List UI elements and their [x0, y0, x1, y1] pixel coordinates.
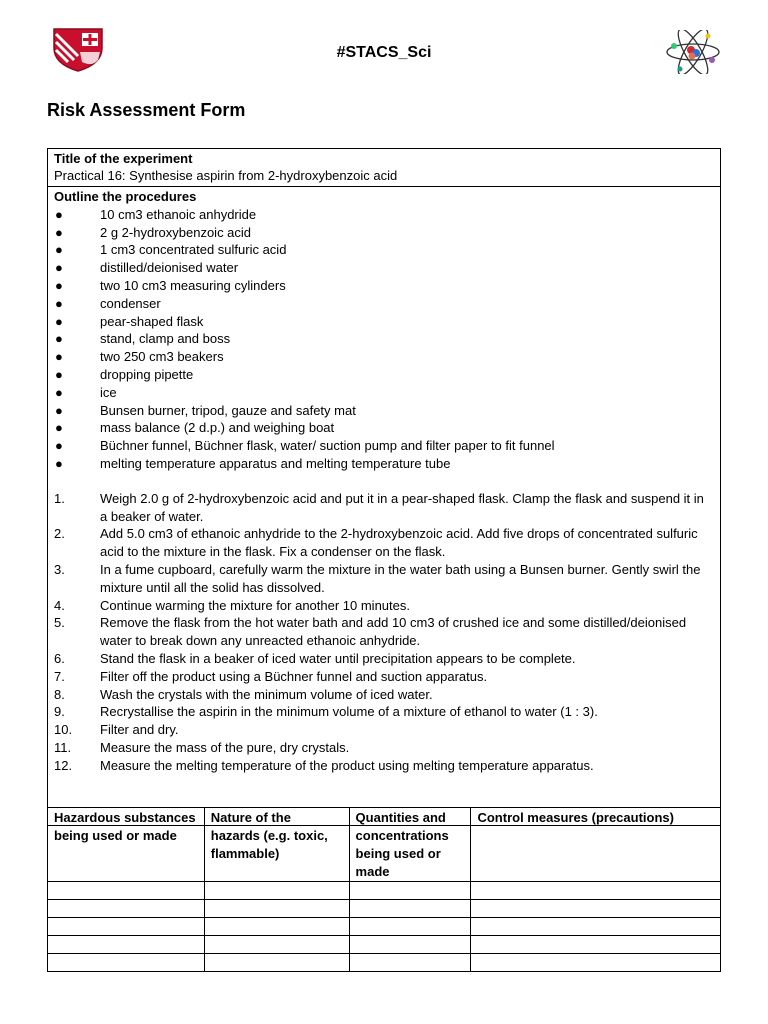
step-text: Filter off the product using a Büchner funnel and suction apparatus. — [100, 668, 488, 684]
equipment-item — [54, 402, 714, 420]
header-title: #STACS_Sci — [336, 44, 432, 61]
equipment-list — [54, 206, 714, 473]
hazard-table-cell[interactable] — [204, 918, 349, 936]
step-text: Measure the mass of the pure, dry crystals. — [100, 739, 350, 755]
step-text: In a fume cupboard, carefully warm the mixture in the water bath using a Bunsen burner. Gently swirl the mixture until all the solid has dissolved. — [100, 561, 701, 595]
equipment-item — [54, 277, 714, 295]
bullet-icon: ● — [55, 224, 63, 240]
procedure-step — [54, 739, 714, 757]
hazard-table-cell[interactable] — [471, 882, 721, 900]
experiment-title-section — [48, 149, 720, 187]
hazard-table — [47, 807, 721, 972]
hazard-table-cell[interactable] — [471, 954, 721, 972]
equipment-item — [54, 224, 714, 242]
hazard-table-cell[interactable] — [48, 918, 205, 936]
hazard-table-cell[interactable] — [349, 900, 471, 918]
procedure-step — [54, 561, 714, 597]
bullet-icon: ● — [55, 438, 63, 454]
step-text: Measure the melting temperature of the product using melting temperature apparatus. — [100, 757, 594, 773]
step-number: 7. — [54, 668, 65, 684]
step-number: 3. — [54, 561, 65, 577]
hazard-table-cell[interactable] — [204, 900, 349, 918]
procedure-step — [54, 668, 714, 686]
procedure-step — [54, 650, 714, 668]
step-number: 1. — [54, 490, 65, 506]
bullet-icon: ● — [55, 384, 63, 400]
procedures-section — [48, 187, 720, 825]
hazard-table-cell[interactable] — [48, 954, 205, 972]
step-number: 11. — [54, 739, 72, 755]
step-number: 12. — [54, 757, 73, 773]
equipment-item — [54, 437, 714, 455]
step-text: Recrystallise the aspirin in the minimum volume of a mixture of ethanol to water (1 : 3). — [100, 704, 598, 720]
hazard-table-cell[interactable] — [204, 954, 349, 972]
procedure-step — [54, 703, 714, 721]
hazard-table-cell[interactable] — [471, 900, 721, 918]
hazard-table-header-row — [48, 808, 721, 882]
procedures-label: Outline the procedures — [54, 189, 197, 204]
step-number: 4. — [54, 597, 65, 613]
equipment-item-text: condenser — [100, 295, 161, 311]
experiment-title-value: Practical 16: Synthesise aspirin from 2-hydroxybenzoic acid — [54, 168, 398, 183]
hazard-table-cell[interactable] — [471, 918, 721, 936]
bullet-icon: ● — [55, 206, 63, 222]
steps-list — [54, 490, 714, 775]
header-quantities: Quantities and concentrations being used or made — [349, 808, 471, 882]
equipment-item — [54, 348, 714, 366]
hazard-table-cell[interactable] — [471, 936, 721, 954]
hazard-table-cell[interactable] — [48, 882, 205, 900]
equipment-item — [54, 330, 714, 348]
hazard-table-row — [48, 900, 721, 918]
equipment-item-text: melting temperature apparatus and melting temperature tube — [100, 455, 451, 471]
equipment-item — [54, 313, 714, 331]
equipment-item — [54, 259, 714, 277]
bullet-icon: ● — [55, 277, 63, 293]
equipment-item-text: ice — [100, 384, 117, 400]
equipment-item — [54, 455, 714, 473]
equipment-item-text: Bunsen burner, tripod, gauze and safety mat — [100, 402, 356, 418]
bullet-icon: ● — [55, 349, 63, 365]
procedure-step — [54, 525, 714, 561]
experiment-box — [47, 148, 721, 826]
step-text: Wash the crystals with the minimum volume of iced water. — [100, 686, 433, 702]
equipment-item-text: 1 cm3 concentrated sulfuric acid — [100, 242, 287, 258]
hazard-table-cell[interactable] — [48, 900, 205, 918]
bullet-icon: ● — [55, 260, 63, 276]
hazard-table-cell[interactable] — [48, 936, 205, 954]
procedure-step — [54, 757, 714, 775]
hazard-table-cell[interactable] — [204, 936, 349, 954]
bullet-icon: ● — [55, 242, 63, 258]
equipment-item — [54, 384, 714, 402]
header-hazardous-substances: Hazardous substances being used or made — [48, 808, 205, 882]
bullet-icon: ● — [55, 366, 63, 382]
equipment-item — [54, 366, 714, 384]
equipment-item-text: distilled/deionised water — [100, 260, 239, 276]
procedure-step — [54, 614, 714, 650]
equipment-item-text: two 250 cm3 beakers — [100, 349, 224, 365]
equipment-item — [54, 241, 714, 259]
procedure-step — [54, 721, 714, 739]
bullet-icon: ● — [55, 331, 63, 347]
step-text: Remove the flask from the hot water bath and add 10 cm3 of crushed ice and some distilled/deionised water to break down any unreacted ethanoic anhydride. — [100, 615, 687, 649]
step-text: Weigh 2.0 g of 2-hydroxybenzoic acid and put it in a pear-shaped flask. Clamp the flask and suspend it in a beaker of water. — [100, 490, 704, 524]
hazard-table-cell[interactable] — [349, 882, 471, 900]
equipment-item-text: stand, clamp and boss — [100, 331, 231, 347]
bullet-icon: ● — [55, 420, 63, 436]
procedure-step — [54, 490, 714, 526]
hazard-table-cell[interactable] — [349, 918, 471, 936]
hazard-table-row — [48, 918, 721, 936]
bullet-icon: ● — [55, 295, 63, 311]
procedure-step — [54, 686, 714, 704]
step-text: Stand the flask in a beaker of iced water until precipitation appears to be complete. — [100, 650, 576, 666]
experiment-title-label: Title of the experiment — [54, 151, 193, 166]
hazard-table-cell[interactable] — [204, 882, 349, 900]
equipment-item-text: mass balance (2 d.p.) and weighing boat — [100, 420, 335, 436]
step-number: 9. — [54, 704, 65, 720]
equipment-item-text: pear-shaped flask — [100, 313, 204, 329]
step-number: 6. — [54, 650, 65, 666]
step-number: 8. — [54, 686, 65, 702]
equipment-item-text: Büchner funnel, Büchner flask, water/ suction pump and filter paper to fit funnel — [100, 438, 555, 454]
step-text: Add 5.0 cm3 of ethanoic anhydride to the 2-hydroxybenzoic acid. Add five drops of concentrated sulfuric acid to the mixture in the flask. Fix a condenser on the flask. — [100, 526, 698, 560]
equipment-item-text: two 10 cm3 measuring cylinders — [100, 277, 286, 293]
hazard-table-cell[interactable] — [349, 954, 471, 972]
hazard-table-row — [48, 936, 721, 954]
bullet-icon: ● — [55, 313, 63, 329]
equipment-item — [54, 419, 714, 437]
form-title: Risk Assessment Form — [47, 100, 246, 120]
bullet-icon: ● — [55, 455, 63, 471]
hazard-table-row — [48, 954, 721, 972]
step-text: Continue warming the mixture for another 10 minutes. — [100, 597, 410, 613]
step-number: 2. — [54, 526, 65, 542]
atom-icon — [664, 30, 722, 74]
bullet-icon: ● — [55, 402, 63, 418]
hazard-table-row — [48, 882, 721, 900]
equipment-item — [54, 295, 714, 313]
header-nature-of-hazards: Nature of the hazards (e.g. toxic, flammable) — [204, 808, 349, 882]
procedure-step — [54, 597, 714, 615]
header-control-measures: Control measures (precautions) — [471, 808, 721, 882]
step-text: Filter and dry. — [100, 722, 179, 738]
step-number: 5. — [54, 615, 65, 631]
equipment-item-text: dropping pipette — [100, 366, 194, 382]
equipment-item-text: 10 cm3 ethanoic anhydride — [100, 206, 257, 222]
hazard-table-cell[interactable] — [349, 936, 471, 954]
equipment-item — [54, 206, 714, 224]
equipment-item-text: 2 g 2-hydroxybenzoic acid — [100, 224, 252, 240]
step-number: 10. — [54, 722, 73, 738]
